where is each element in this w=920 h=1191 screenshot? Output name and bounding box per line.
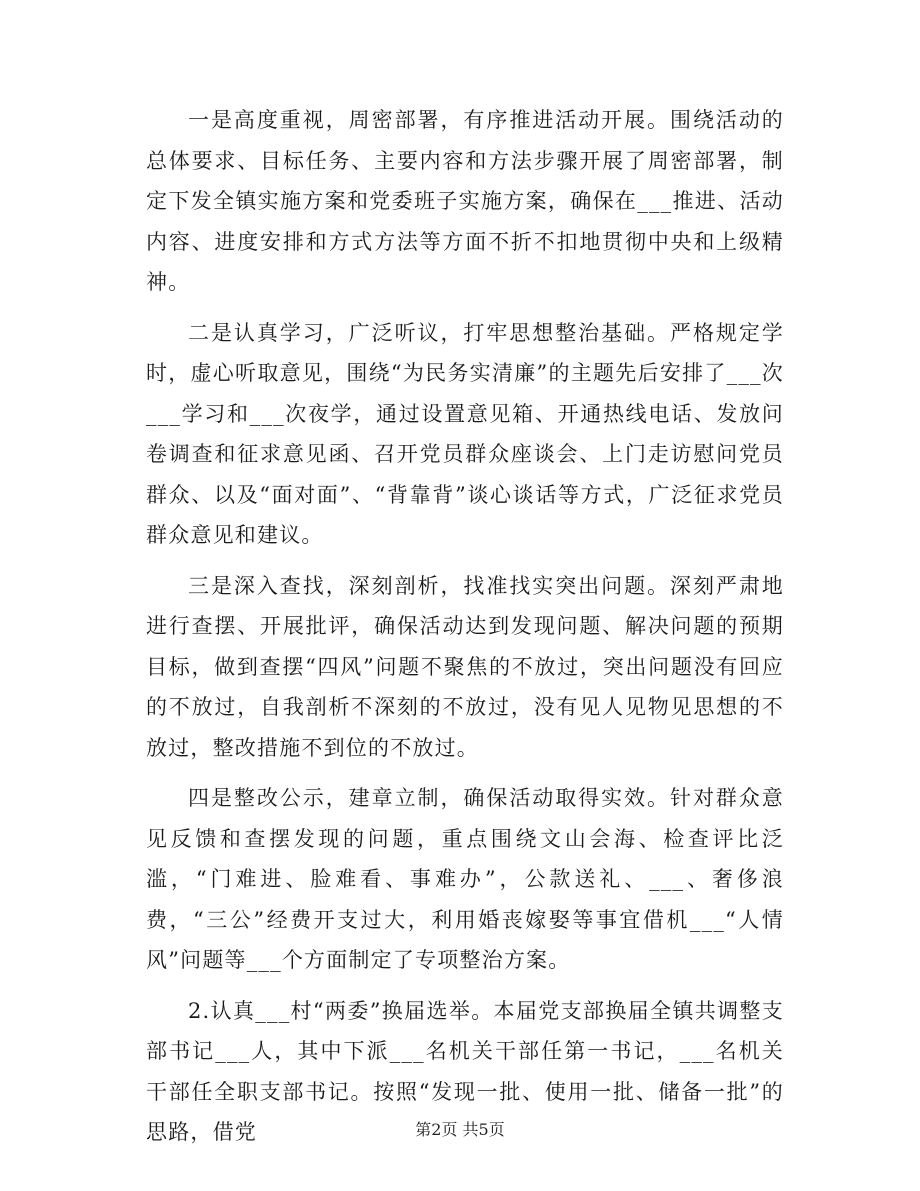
paragraph-3: 三是深入查找，深刻剖析，找准找实突出问题。深刻严肃地进行查摆、开展批评，确保活动达到发现问题、解决问题的预期目标，做到查摆“四风”问题不聚焦的不放过，突出问题没有回应的不放过，自我剖析不深刻的不放过，没有见人见物见思想的不放过，整改措施不到位的不放过。 (146, 573, 784, 760)
paragraph-4: 四是整改公示，建章立制，确保活动取得实效。针对群众意见反馈和查摆发现的问题，重点围绕文山会海、检查评比泛滥，“门难进、脸难看、事难办”，公款送礼、___、奢侈浪费，“三公”经费开支过大，利用婚丧嫁娶等事宜借机___“人情风”问题等___个方面制定了专项整治方案。 (146, 786, 784, 972)
paragraph-5: 2.认真___村“两委”换届选举。本届党支部换届全镇共调整支部书记___人，其中下派___名机关干部任第一书记，___名机关干部任全职支部书记。按照“发现一批、使用一批、储备一批”的思路，借党 (146, 998, 784, 1144)
document-body (146, 100, 784, 1153)
paragraph-1: 一是高度重视，周密部署，有序推进活动开展。围绕活动的总体要求、目标任务、主要内容和方法步骤开展了周密部署，制定下发全镇实施方案和党委班子实施方案，确保在___推进、活动内容、进度安排和方式方法等方面不折不扣地贯彻中央和上级精神。 (146, 108, 784, 294)
paragraph-2: 二是认真学习，广泛听议，打牢思想整治基础。严格规定学时，虚心听取意见，围绕“为民务实清廉”的主题先后安排了___次___学习和___次夜学，通过设置意见箱、开通热线电话、发放问卷调查和征求意见函、召开党员群众座谈会、上门走访慰问党员群众、以及“面对面”、“背靠背”谈心谈话等方式，广泛征求党员群众意见和建议。 (146, 320, 784, 547)
page-number: 第2页 共5页 (415, 1120, 505, 1139)
